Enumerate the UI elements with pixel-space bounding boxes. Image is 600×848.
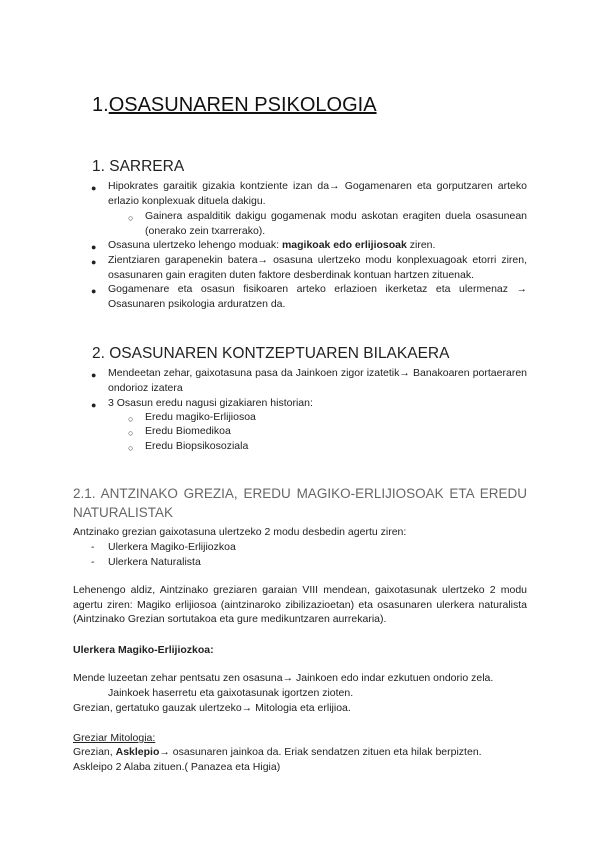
s1-bullet-1: Hipokrates garaitik gizakia kontziente izan da→ Gogamenaren eta gorputzaren arteko erlazio konplexuak dituela dakigu. [108, 180, 527, 207]
section-1-heading: 1. SARRERA [92, 158, 185, 175]
myth-pre: Grezian, [73, 746, 116, 758]
dash-bullet-icon: - [91, 541, 95, 553]
s2-bullet-2: 3 Osasun eredu nagusi gizakiaren historian: [108, 397, 313, 409]
s1-bullet-2-pre: Osasuna ulertzeko lehengo moduak: [108, 239, 282, 251]
bullet-icon: ● [91, 400, 97, 410]
s21-line-1: Mende luzeetan zehar pentsatu zen osasuna→ Jainkoen edo indar ezkutuen ondorio zela. [73, 672, 494, 684]
bullet-icon: ● [91, 370, 97, 380]
bullet-icon: ● [91, 257, 97, 267]
s1-bullet-3: Zientziaren garapenekin batera→ osasuna ulertzeko modu konplexuagoak etorri ziren, osasunaren gain eragiten duten faktore desberdinak kontuan hartzen zituenak. [108, 254, 527, 281]
s1-bullet-2 [108, 238, 527, 253]
myth-heading [73, 731, 155, 746]
section-2-heading: 2. OSASUNAREN KONTZEPTUAREN BILAKAERA [92, 345, 450, 362]
s2-sub-item: Eredu Biomedikoa [145, 425, 231, 437]
s2-sub-item: Eredu magiko-Erlijiosoa [145, 411, 256, 423]
bullet-icon: ● [91, 286, 97, 296]
hollow-bullet-icon: ○ [128, 414, 134, 424]
hollow-bullet-icon: ○ [128, 428, 134, 438]
s2-sub-item: Eredu Biopsikosoziala [145, 440, 249, 452]
s2-bullet-1: Mendeetan zehar, gaixotasuna pasa da Jainkoen zigor izatetik→ Banakoaren portaeraren ondorioz izatera [108, 367, 527, 394]
s21-subheading-text: Ulerkera Magiko-Erlijiozkoa: [73, 644, 214, 656]
title-number: 1. [92, 94, 109, 116]
hollow-bullet-icon: ○ [128, 213, 134, 223]
title-text: OSASUNAREN PSIKOLOGIA [108, 94, 377, 116]
s21-dash-item: Ulerkera Naturalista [108, 556, 201, 568]
bullet-icon: ● [91, 242, 97, 252]
myth-heading-text: Greziar Mitologia: [73, 732, 156, 744]
bullet-icon: ● [91, 183, 97, 193]
s1-bullet-4: Gogamenare eta osasun fisikoaren arteko erlazioen ikerketaz eta ulermenaz → Osasunaren psikologia arduratzen da. [108, 283, 527, 310]
s21-line-3: Grezian, gertatuko gauzak ulertzeko→ Mitologia eta erlijioa. [73, 702, 351, 714]
s21-intro: Antzinako grezian gaixotasuna ulertzeko 2 modu desbedin agertu ziren: [73, 526, 407, 538]
myth-line-2: Askleipo 2 Alaba zituen.( Panazea eta Higia) [73, 761, 281, 773]
page-title [92, 93, 377, 117]
hollow-bullet-icon: ○ [128, 443, 134, 453]
s21-dash-item: Ulerkera Magiko-Erlijiozkoa [108, 541, 236, 553]
s1-sub-bullet: Gainera aspalditik dakigu gogamenak modu askotan eragiten duela osasunean (onerako zein txarrerako). [145, 210, 527, 237]
myth-bold: Asklepio [115, 746, 160, 758]
dash-bullet-icon: - [91, 556, 95, 568]
s21-line-2: Jainkoek haserretu eta gaixotasunak igortzen zioten. [108, 687, 354, 699]
s1-bullet-2-bold: magikoak edo erlijiosoak [281, 239, 407, 251]
myth-post: → osasunaren jainkoa da. Eriak sendatzen zituen eta hilak berpizten. [159, 746, 482, 758]
s1-bullet-2-post: ziren. [406, 239, 436, 251]
myth-paragraph [73, 745, 527, 760]
section-2-1-heading: 2.1. ANTZINAKO GREZIA, EREDU MAGIKO-ERLIJIOSOAK ETA EREDU NATURALISTAK [73, 486, 527, 520]
s21-subheading [73, 643, 214, 658]
s21-paragraph: Lehenengo aldiz, Aintzinako greziaren garaian VIII mendean, gaixotasunak ulertzeko 2 modu agertu ziren: Magiko erlijiosoa (aintzinaroko zibilizazioetan) eta osasunaren ulerkera naturalista (Aintzinako Grezian sortutakoa eta gure medikuntzaren aurrekaria). [73, 584, 527, 625]
